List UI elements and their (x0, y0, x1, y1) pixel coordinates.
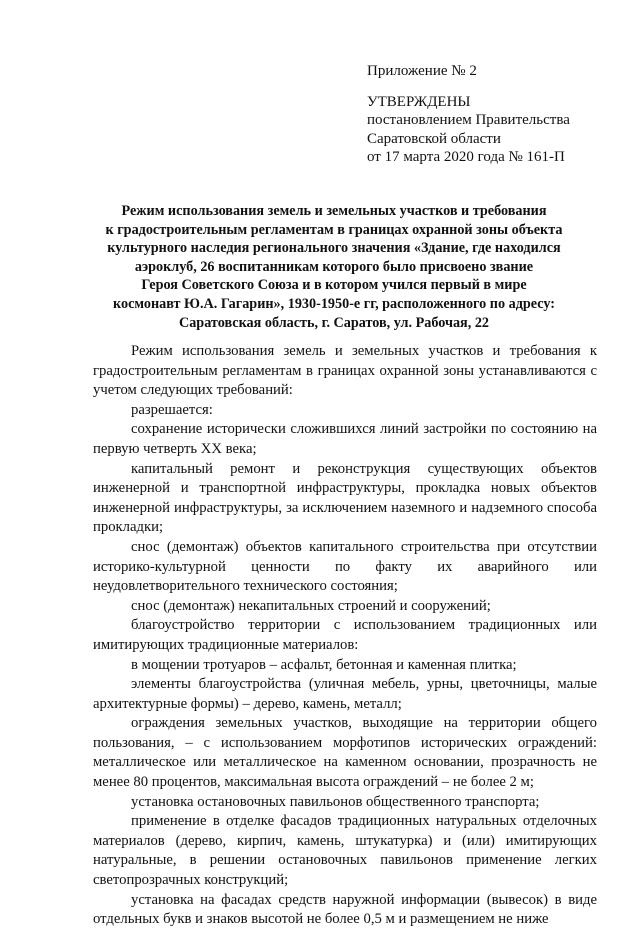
body-paragraph: применение в отделке фасадов традиционных натуральных отделочных материалов (дерево, кирпич, камень, штукатурка) и (или) имитирующих натуральные, в решении остановочных павильонов применение легких светопрозрачных конструкций; (93, 813, 597, 889)
document-title (94, 202, 574, 332)
title-line: Саратовская область, г. Саратов, ул. Рабочая, 22 (178, 314, 490, 331)
approved-heading: УТВЕРЖДЕНЫ (367, 93, 471, 110)
body-paragraph: элементы благоустройства (уличная мебель, урны, цветочницы, малые архитектурные формы) – дерево, камень, металл; (93, 676, 597, 712)
body-paragraph: установка остановочных павильонов общественного транспорта; (131, 793, 540, 810)
body-paragraph: снос (демонтаж) объектов капитального строительства при отсутствии историко-культурной ценности по факту их аварийного или неудовлетворительного технического состояния; (93, 538, 597, 595)
body-paragraph: сохранение исторически сложившихся линий застройки по состоянию на первую четверть XX века; (93, 421, 597, 457)
title-line: аэроклуб, 26 воспитанникам которого было присвоено звание (134, 258, 534, 275)
body-paragraph: Режим использования земель и земельных участков и требования к градостроительным регламентам в границах охранной зоны устанавливаются с учетом следующих требований: (93, 343, 597, 399)
title-line: к градостроительным регламентам в границах охранной зоны объекта (105, 221, 563, 238)
body-paragraph: снос (демонтаж) некапитальных строений и сооружений; (131, 597, 491, 614)
approval-block (367, 62, 570, 167)
title-line: культурного наследия регионального значения «Здание, где находился (107, 240, 561, 257)
body-paragraph: установка на фасадах средств наружной информации (вывесок) в виде отдельных букв и знаков высотой не более 0,5 м и размещением не ниже (93, 891, 597, 928)
title-line: Героя Советского Союза и в котором учился первый в мире (141, 277, 527, 294)
body-paragraph: благоустройство территории с использованием традиционных или имитирующих традиционные материалов: (93, 617, 597, 653)
body-paragraph: капитальный ремонт и реконструкция существующих объектов инженерной и транспортной инфраструктуры, прокладка новых объектов инженерной инфраструктуры, за исключением наземного и надземного способа прокладки; (93, 460, 597, 536)
approved-date-line: от 17 марта 2020 года № 161-П (367, 149, 565, 165)
body-paragraph: ограждения земельных участков, выходящие на территории общего пользования, – с использованием морфотипов исторических ограждений: металлическое или металлическое на каменном основании, прозрачность не менее 80 процентов, максимальная высота ограждений – не более 2 м; (93, 715, 597, 791)
document-body (93, 342, 597, 931)
body-paragraph: в мощении тротуаров – асфальт, бетонная и каменная плитка; (131, 656, 517, 673)
appendix-label: Приложение № 2 (367, 63, 477, 79)
approved-by-line: постановлением Правительства (367, 112, 570, 128)
title-line: Режим использования земель и земельных участков и требования (121, 203, 547, 219)
approved-region-line: Саратовской области (367, 130, 501, 147)
title-line: космонавт Ю.А. Гагарин», 1930-1950-е гг, расположенного по адресу: (113, 295, 555, 312)
body-paragraph: разрешается: (131, 401, 213, 418)
